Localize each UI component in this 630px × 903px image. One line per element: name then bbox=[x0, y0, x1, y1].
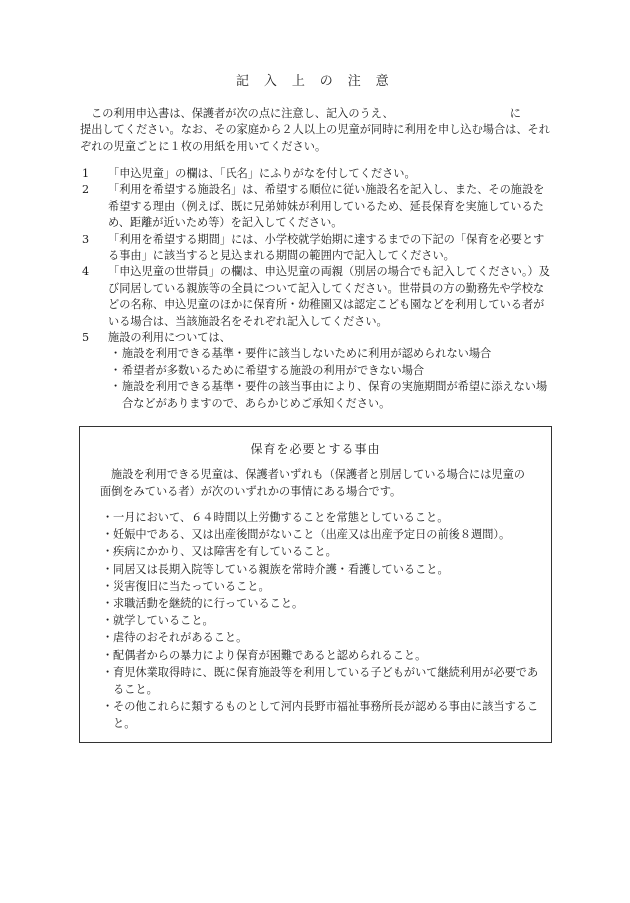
intro-first-line bbox=[80, 106, 552, 122]
bullet-mark: ・ bbox=[102, 528, 114, 542]
list-item bbox=[102, 698, 542, 732]
bullet-mark: ・ bbox=[102, 562, 114, 576]
bullet-mark: ・ bbox=[102, 579, 114, 593]
list-item bbox=[102, 561, 542, 578]
bullet-mark: ・ bbox=[102, 614, 114, 628]
list-item bbox=[102, 595, 542, 612]
reason-text: 就学していること。 bbox=[113, 614, 214, 628]
note-text: 「申込児童の世帯員」の欄は、申込児童の両親（別居の場合でも記入してください。）及び同居している親族等の全員について記入してください。世帯員の方の勤務先や学校などの名称、申込児童のほかに保育所・幼稚園又は認定こども園などを利用している者がいる場合は、当該施設名をそれぞれ記入してください。 bbox=[108, 265, 550, 328]
reason-text: その他これらに類するものとして河内長野市福祉事務所長が認める事由に該当すること。 bbox=[113, 700, 539, 731]
reason-text: 一月において、６４時間以上労働することを常態としていること。 bbox=[113, 511, 449, 524]
sub-item-text: 希望者が多数いるために希望する施設の利用ができない場合 bbox=[122, 363, 425, 377]
note-item bbox=[80, 182, 552, 231]
note-text: 施設の利用については、 bbox=[108, 331, 231, 345]
list-item bbox=[102, 526, 542, 543]
reason-text: 虐待のおそれがあること。 bbox=[113, 631, 248, 645]
note-number: 4 bbox=[82, 265, 90, 279]
sub-item-text: 施設を利用できる基準・要件の該当事由により、保育の実施期間が希望に添えない場合などがありますので、あらかじめご承知ください。 bbox=[122, 380, 548, 410]
note-number: 3 bbox=[82, 232, 90, 246]
bullet-mark: ・ bbox=[110, 347, 122, 361]
page-title: 記 入 上 の 注 意 bbox=[235, 74, 395, 89]
list-item bbox=[102, 509, 542, 526]
reason-text: 疾病にかかり、又は障害を有していること。 bbox=[113, 545, 337, 559]
list-item bbox=[102, 629, 542, 646]
note-item bbox=[80, 232, 552, 265]
note-text: 「申込児童」の欄は、「氏名」にふりがなを付してください。 bbox=[108, 167, 416, 180]
box-title: 保育を必要とする事由 bbox=[250, 442, 381, 456]
reason-text: 災害復旧に当たっていること。 bbox=[113, 579, 270, 593]
note5-sub-list bbox=[80, 346, 552, 412]
reason-text: 同居又は長期入院等している親族を常時介護・看護していること。 bbox=[113, 562, 449, 576]
reasons-list bbox=[102, 509, 542, 733]
bullet-mark: ・ bbox=[110, 380, 122, 394]
box-intro: 施設を利用できる児童は、保護者いずれも（保護者と別居している場合には児童の面倒をみている者）が次のいずれかの事情にある場合です。 bbox=[100, 468, 525, 498]
list-item bbox=[102, 543, 542, 560]
list-item bbox=[102, 578, 542, 595]
list-item bbox=[102, 664, 542, 698]
bullet-mark: ・ bbox=[102, 665, 114, 679]
note-number: 1 bbox=[82, 167, 90, 180]
list-item bbox=[102, 612, 542, 629]
note-item bbox=[80, 264, 552, 330]
notes-list bbox=[80, 166, 552, 412]
list-item bbox=[110, 346, 552, 362]
intro-first-end: に bbox=[509, 107, 521, 120]
bullet-mark: ・ bbox=[102, 648, 114, 662]
bullet-mark: ・ bbox=[110, 363, 122, 377]
intro-rest: 提出してください。なお、その家庭から２人以上の児童が同時に利用を申し込む場合は、それぞれの児童ごとに１枚の用紙を用いてください。 bbox=[80, 123, 550, 153]
note-text: 「利用を希望する施設名」は、希望する順位に従い施設名を記入し、また、その施設を希望する理由（例えば、既に兄弟姉妹が利用しているため、延長保育を実施しているため、距離が近いため等）を記入してください。 bbox=[108, 183, 545, 230]
bullet-mark: ・ bbox=[102, 631, 114, 645]
list-item bbox=[110, 379, 552, 412]
reason-text: 求職活動を継続的に行っていること。 bbox=[113, 597, 304, 611]
bullet-mark: ・ bbox=[102, 597, 114, 611]
intro-first-text: この利用申込書は、保護者が次の点に注意し、記入のうえ、 bbox=[91, 107, 394, 120]
bullet-mark: ・ bbox=[102, 511, 114, 524]
reason-text: 育児休業取得時に、既に保育施設等を利用している子どもがいて継続利用が必要であること。 bbox=[113, 665, 539, 697]
bullet-mark: ・ bbox=[102, 545, 114, 559]
sub-item-text: 施設を利用できる基準・要件に該当しないために利用が認められない場合 bbox=[122, 347, 492, 361]
note-item bbox=[80, 330, 552, 346]
list-item bbox=[110, 363, 552, 379]
bullet-mark: ・ bbox=[102, 700, 114, 714]
reason-text: 配偶者からの暴力により保育が困難であると認められること。 bbox=[113, 648, 427, 662]
intro-paragraph bbox=[80, 106, 552, 155]
note-number: 2 bbox=[82, 183, 90, 197]
note-number: 5 bbox=[82, 331, 90, 345]
list-item bbox=[102, 647, 542, 664]
reason-text: 妊娠中である、又は出産後間がないこと（出産又は出産予定日の前後８週間）。 bbox=[113, 528, 511, 542]
note-item bbox=[80, 166, 552, 182]
childcare-reasons-box bbox=[79, 426, 552, 743]
note-text: 「利用を希望する期間」には、小学校就学始期に達するまでの下記の「保育を必要とする事由」に該当すると見込まれる期間の範囲内で記入してください。 bbox=[108, 232, 545, 263]
